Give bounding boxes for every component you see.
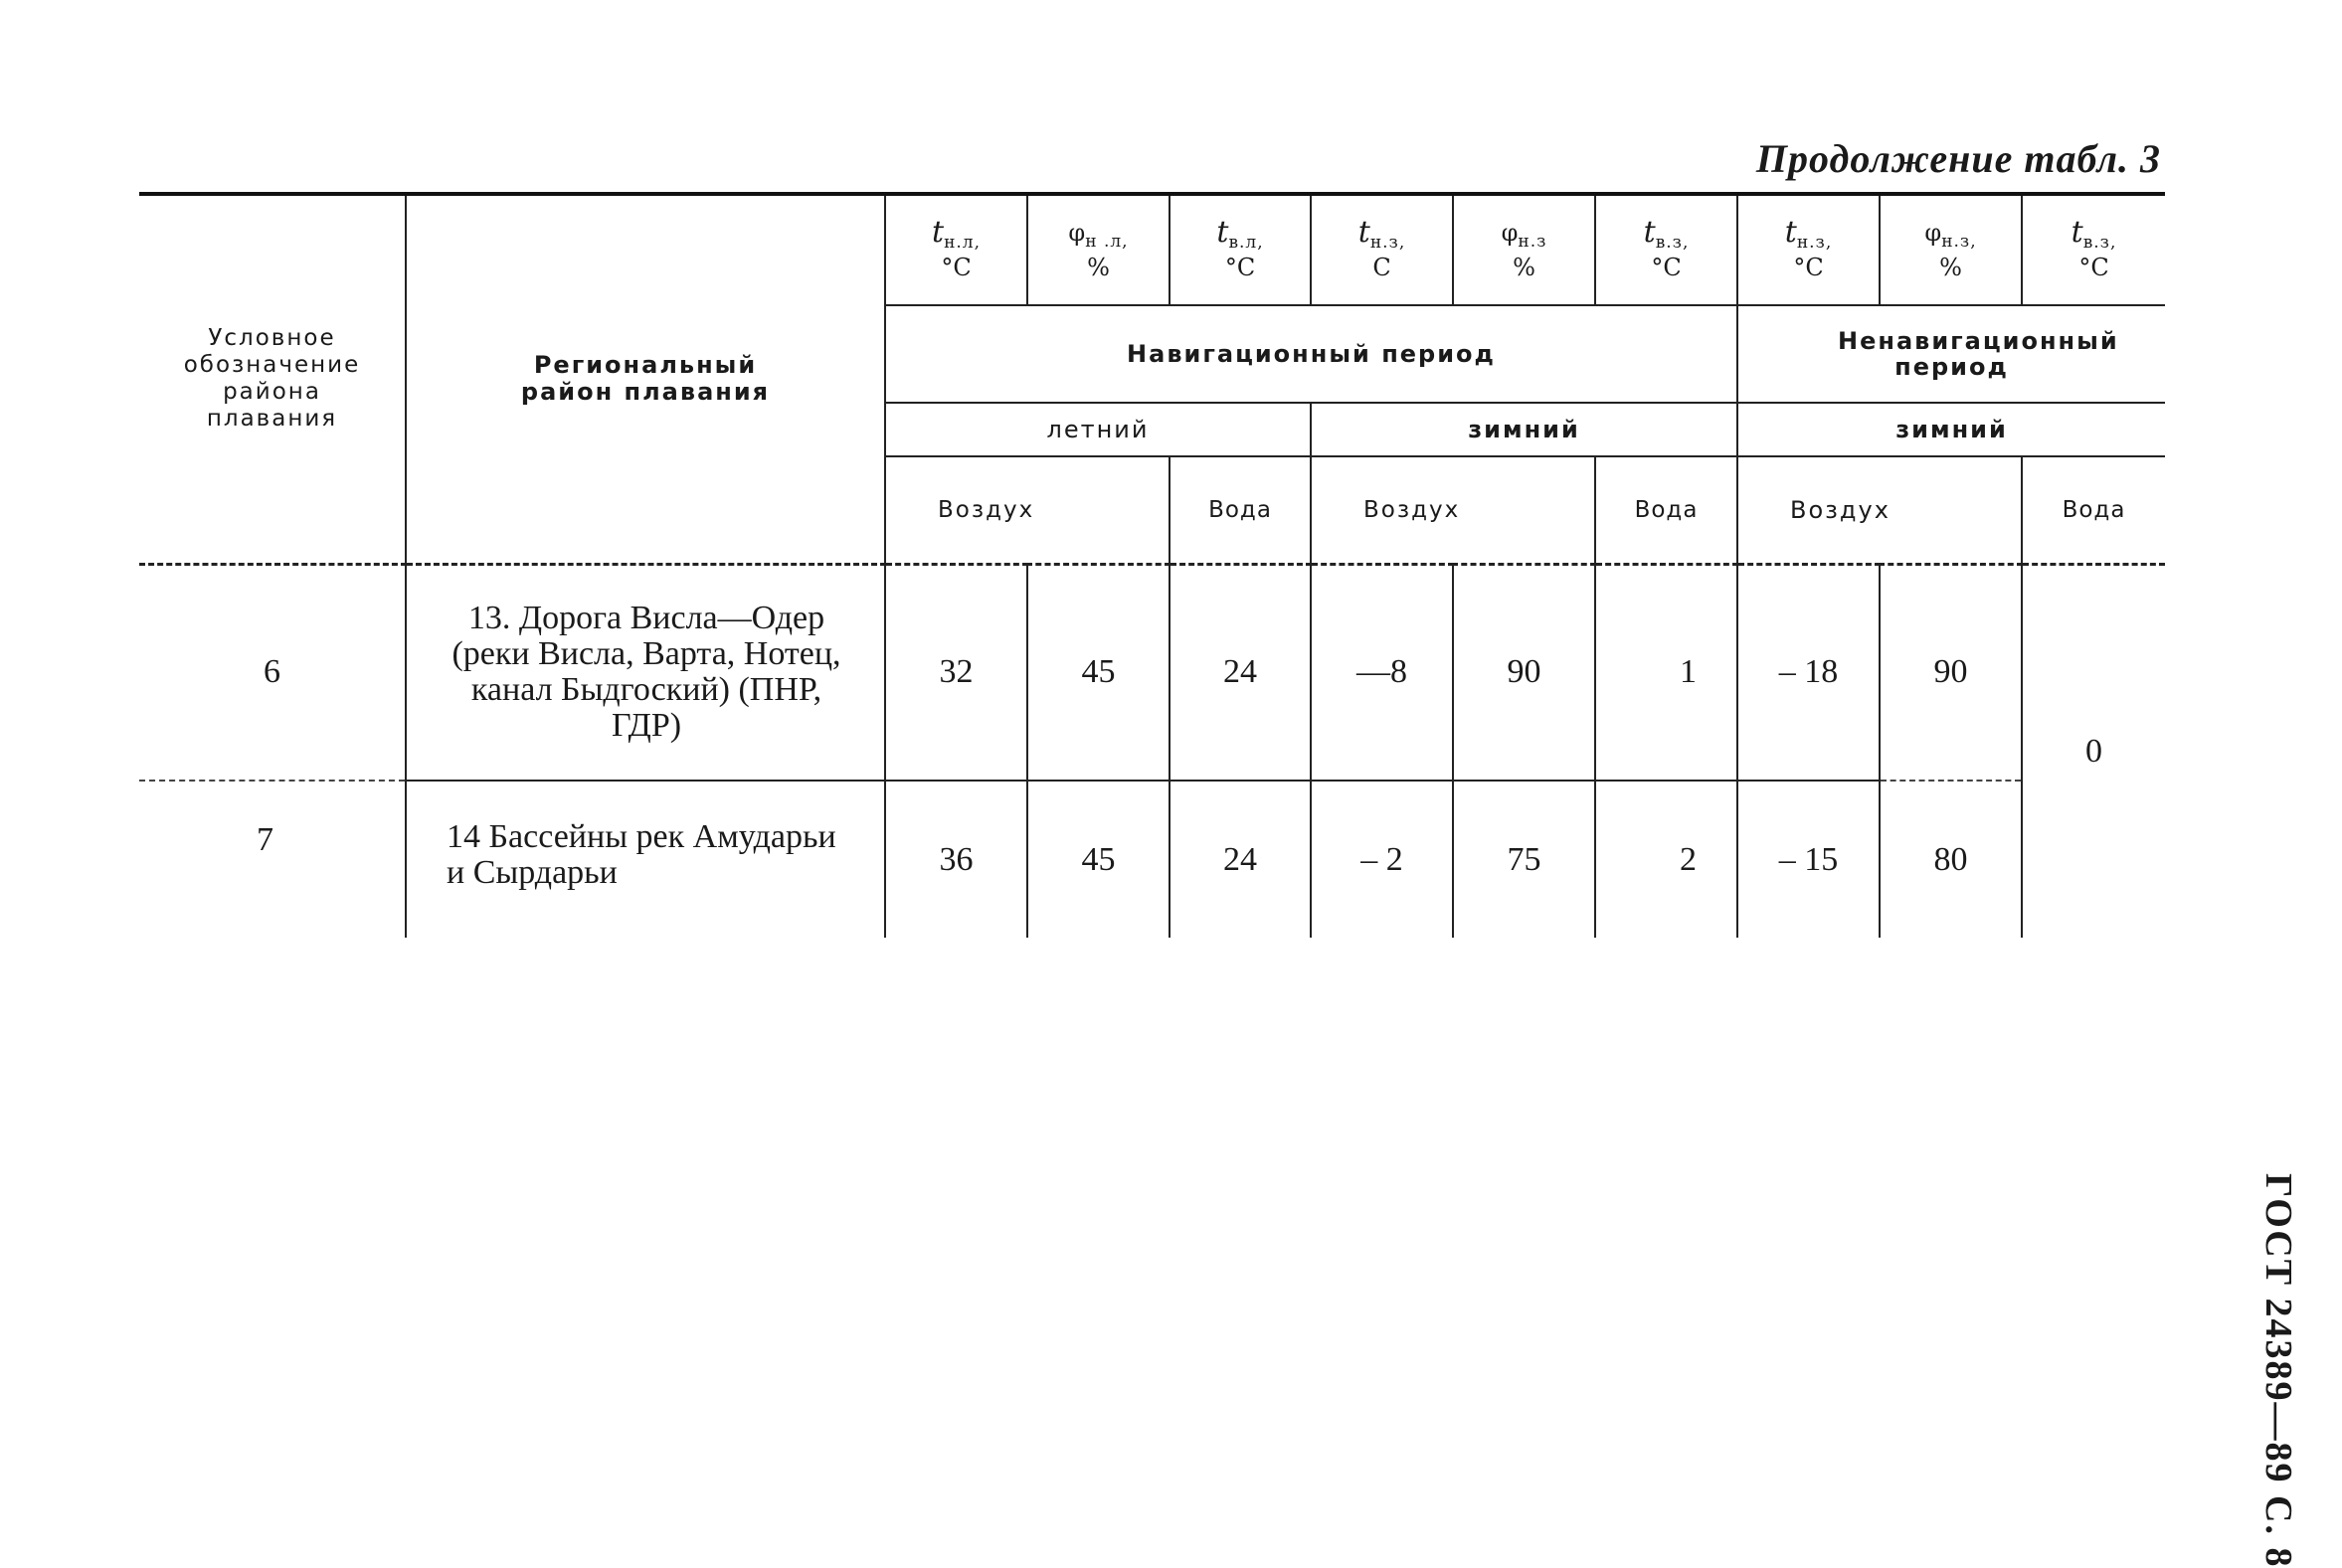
cell-t-vz: 1 <box>1595 564 1737 781</box>
page-side-label <box>2250 1173 2309 1568</box>
param-phi-nz-nonnav: $\varphi_{н.з,}$ % <box>1880 194 2022 305</box>
header-designation: Условное обозначение района плавания <box>139 194 406 564</box>
header-air-nonnav: Воздух <box>1737 456 2022 564</box>
cell-t-nz-nonnav: – 18 <box>1737 564 1880 781</box>
climate-table <box>139 192 2165 938</box>
cell-phi-nz: 90 <box>1453 564 1595 781</box>
header-winter-nonnav: зимний <box>1737 403 2165 456</box>
header-water-winter: Вода <box>1595 456 1737 564</box>
param-phi-nl: $\varphi_{н .л,}$ % <box>1027 194 1170 305</box>
cell-t-vl: 24 <box>1170 564 1311 781</box>
cell-t-nl: 32 <box>885 564 1027 781</box>
header-water-summer: Вода <box>1170 456 1311 564</box>
header-non-navigation-period: Ненавигационный период <box>1737 305 2165 403</box>
header-region: Региональный район плавания <box>406 194 885 564</box>
row-region: 14 Бассейны рек Амударьи и Сырдарьи <box>406 781 885 938</box>
param-t-nl: $t_{н.л,}$ °C <box>885 194 1027 305</box>
cell-phi-nl: 45 <box>1027 781 1170 938</box>
gost-page-number: ГОСТ 24389—89 С. 8 <box>2257 1173 2299 1568</box>
param-phi-nz: $\varphi_{н.з}$ % <box>1453 194 1595 305</box>
cell-t-vl: 24 <box>1170 781 1311 938</box>
header-air-summer: Воздух <box>885 456 1170 564</box>
row-region: 13. Дорога Висла—Одер (реки Висла, Варта, Нотец, канал Быдгоский) (ПНР, ГДР) <box>406 564 885 781</box>
header-air-winter: Воздух <box>1311 456 1595 564</box>
table-row <box>139 564 2165 781</box>
cell-t-nl: 36 <box>885 781 1027 938</box>
table-row <box>139 781 2165 938</box>
cell-phi-nz: 75 <box>1453 781 1595 938</box>
param-t-nz-nonnav: $t_{н.з,}$ °C <box>1737 194 1880 305</box>
cell-t-nz-nonnav: – 15 <box>1737 781 1880 938</box>
header-winter-nav: зимний <box>1311 403 1737 456</box>
param-t-vz-nonnav: $t_{в.з,}$ °C <box>2022 194 2165 305</box>
header-water-nonnav: Вода <box>2022 456 2165 564</box>
cell-phi-nl: 45 <box>1027 564 1170 781</box>
header-summer: летний <box>885 403 1311 456</box>
cell-phi-nz-nonnav: 80 <box>1880 781 2022 938</box>
cell-phi-nz-nonnav: 90 <box>1880 564 2022 781</box>
table-caption: Продолжение табл. 3 <box>1755 136 2161 181</box>
param-t-vl: $t_{в.л,}$ °C <box>1170 194 1311 305</box>
row-designation: 6 <box>139 564 406 781</box>
row-designation: 7 <box>139 781 406 938</box>
cell-t-nz: – 2 <box>1311 781 1453 938</box>
param-t-nz: $t_{н.з,}$ C <box>1311 194 1453 305</box>
cell-t-nz: —8 <box>1311 564 1453 781</box>
header-navigation-period: Навигационный период <box>885 305 1737 403</box>
param-t-vz: $t_{в.з,}$ °C <box>1595 194 1737 305</box>
cell-t-vz-nonnav-shared: 0 <box>2085 732 2102 770</box>
cell-t-vz: 2 <box>1595 781 1737 938</box>
